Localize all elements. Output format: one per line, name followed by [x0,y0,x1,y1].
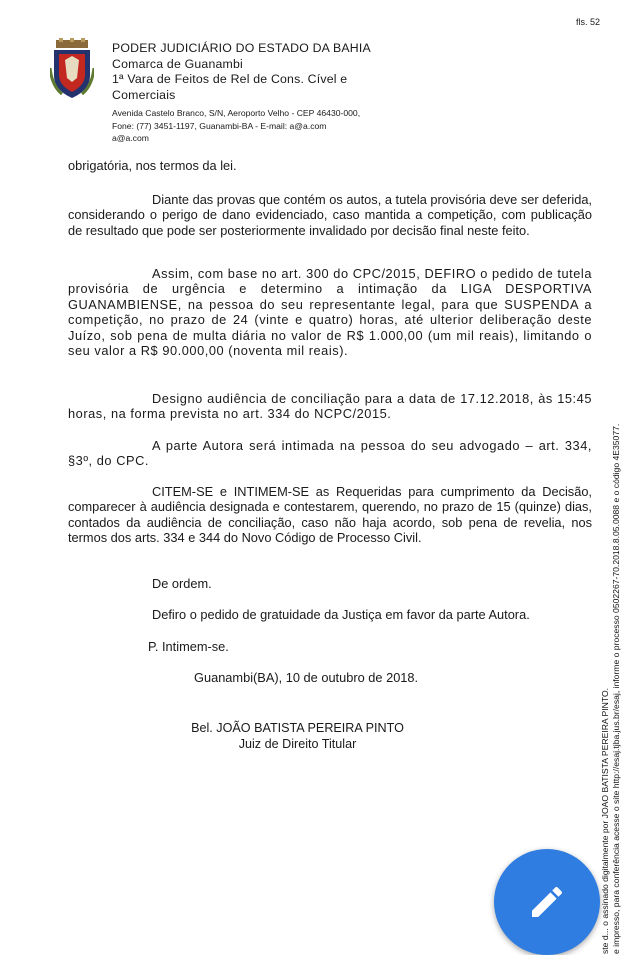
pencil-icon [527,882,567,922]
document-date: Guanambi(BA), 10 de outubro de 2018. [194,670,419,685]
paragraph: Diante das provas que contém os autos, a tutela provisória deve ser deferida, considerando o perigo de dano evidenciado, caso mantida a competição, com publicação de resultado que pode ser posteriormente invalidado por decisão final neste feito. [68,192,592,238]
header-division: 1ª Vara de Feitos de Rel de Cons. Cível e [112,72,348,86]
signature-note-line: ste d... o assinado digitalmente por JOAO BATISTA PEREIRA PINTO. [600,687,610,954]
paragraph: CITEM-SE e INTIMEM-SE as Requeridas para cumprimento da Decisão, comparecer à audiência designada e contestarem, querendo, no prazo de 15 (quinze) dias, contados da audiência de conciliação, caso não haja acordo, sob pena de revelia, nos termos dos arts. 334 e 344 do Novo Código de Processo Civil. [68,484,592,546]
page-number: fls. 52 [576,17,601,27]
header-district: Comarca de Guanambi [112,56,243,71]
court-header [112,41,442,145]
paragraph: P. Intimem-se. [148,639,229,654]
paragraph: Defiro o pedido de gratuidade da Justiça em favor da parte Autora. [152,607,530,622]
header-email: a@a.com [112,133,149,143]
header-address: Avenida Castelo Branco, S/N, Aeroporto Velho - CEP 46430-000, [112,108,361,118]
header-court-name: PODER JUDICIÁRIO DO ESTADO DA BAHIA [112,41,371,55]
edit-button[interactable] [494,849,600,955]
signature-name: Bel. JOÃO BATISTA PEREIRA PINTO [191,721,404,735]
signature-title: Juiz de Direito Titular [238,737,357,751]
digital-signature-note [600,424,621,954]
paragraph: A parte Autora será intimada na pessoa do seu advogado – art. 334, §3º, do CPC. [68,438,592,469]
paragraph: Assim, com base no art. 300 do CPC/2015, DEFIRO o pedido de tutela provisória de urgência e determino a intimação da LIGA DESPORTIVA GUANAMBIENSE, na pessoa do seu representante legal, para que SUSPENDA a competição, no prazo de 24 (vinte e quatro) horas, até ulterior deliberação deste Juízo, sob pena de multa diária no valor de R$ 1.000,00 (um mil reais), limitando o seu valor a R$ 90.000,00 (noventa mil reais). [68,266,592,359]
paragraph: obrigatória, nos termos da lei. [68,158,237,173]
header-division-cont: Comerciais [112,87,176,102]
coat-of-arms-icon [50,38,94,100]
header-contact: Fone: (77) 3451-1197, Guanambi-BA - E-mail: a@a.com [112,120,327,131]
paragraph: De ordem. [152,576,212,591]
paragraph: Designo audiência de conciliação para a data de 17.12.2018, às 15:45 horas, na forma prevista no art. 334 do NCPC/2015. [68,391,592,422]
verification-note-line: e impresso, para conferência acesse o site http://esaj.tjba.jus.br/esaj, informe o processo 0502267-70.2018.8.05.0088 e o código 4E35077. [611,423,621,954]
